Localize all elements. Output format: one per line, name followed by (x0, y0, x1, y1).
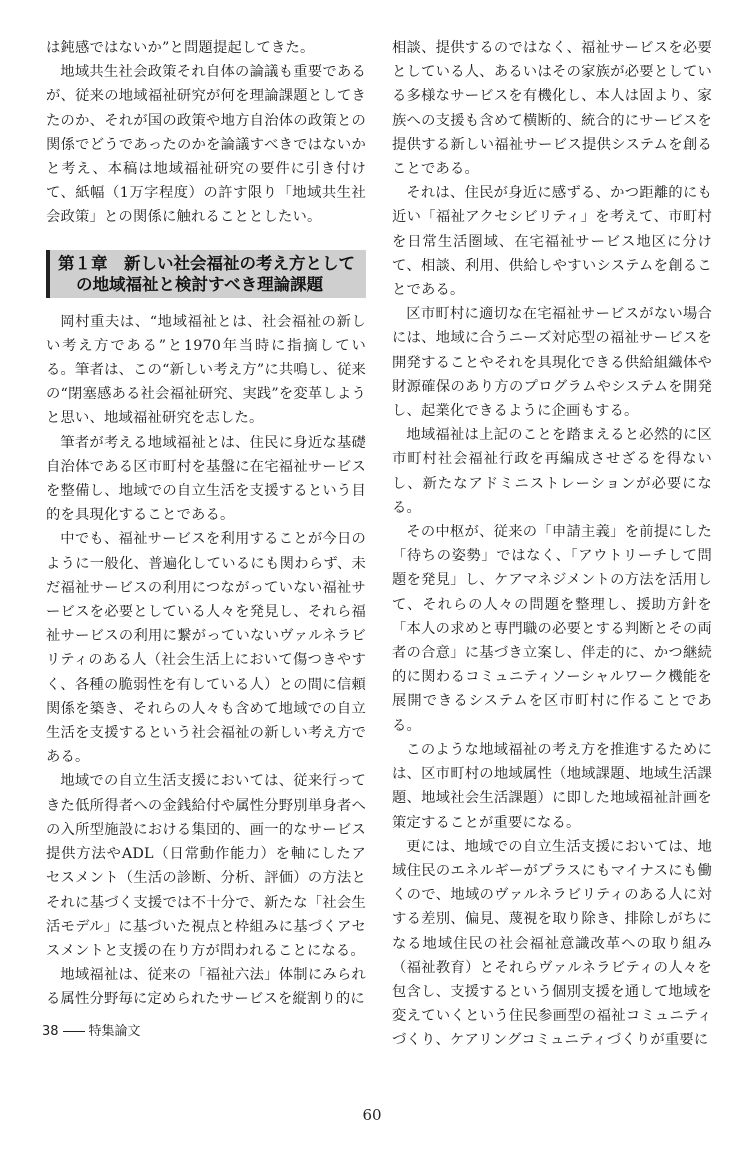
paragraph: 区市町村に適切な在宅福祉サービスがない場合には、地域に合うニーズ対応型の福祉サービスを開発することやそれを具現化できる供給組織体や財源確保のあり方のプログラムやシステムを開発し、起業化できるように企画もする。 (392, 306, 712, 420)
paragraph: 相談、提供するのではなく、福祉サービスを必要としている人、あるいはその家族が必要としている多様なサービスを有機化し、本人は固より、家族への支援も含めて横断的、統合的にサービスを提供する新しい福祉サービス提供システムを創ることである。 (392, 40, 712, 178)
right-paragraphs (392, 36, 712, 1053)
left-paragraphs-before (46, 36, 366, 230)
paragraph: 岡村重夫は、“地域福祉とは、社会福祉の新しい考え方である”と1970年当時に指摘している。筆者は、この“新しい考え方”に共鳴し、従来の“閉塞感ある社会福祉研究、実践”を変革しようと思い、地域福祉研究を志した。 (46, 313, 366, 427)
paragraph: 更には、地域での自立生活支援においては、地域住民のエネルギーがプラスにもマイナスにも働くので、地域のヴァルネラビリティのある人に対する差別、偏見、蔑視を取り除き、排除しがちになる地域住民の社会福祉意識改革への取り組み（福祉教育）とそれらヴァルネラビティの人々を包含し、支援するという個別支援を通して地域を変えていくという住民参画型の福祉コミュニティづくり、ケアリングコミュニティづくりが重要に (392, 838, 712, 1049)
footer-rule (63, 1031, 85, 1032)
chapter-heading-line2: の地域福祉と検討すべき理論課題 (76, 274, 324, 294)
journal-page-label: 38 (42, 1024, 59, 1039)
paragraph: 筆者が考える地域福祉とは、住民に身近な基礎自治体である区市町村を基盤に在宅福祉サービスを整備し、地域での自立生活を支援するという目的を具現化することである。 (46, 434, 366, 524)
chapter-heading-line1: 第１章 新しい社会福祉の考え方として (58, 253, 355, 273)
paragraph: は鈍感ではないか”と問題提起してきた。 (46, 40, 315, 56)
paragraph: 中でも、福祉サービスを利用することが今日のように一般化、普遍化しているにも関わらず、未だ福祉サービスの利用につながっていない福祉サービスを必要としている人々を発見し、それら福祉サービスの利用に繋がっていないヴァルネラビリティのある人（社会生活上において傷つきやすく、各種の脆弱性を有している人）との間に信頼関係を築き、それらの人々も含めて地域での自立生活を支援するという社会福祉の新しい考え方である。 (46, 531, 366, 766)
paragraph: 地域での自立生活支援においては、従来行ってきた低所得者への金銭給付や属性分野別単身者への入所型施設における集団的、画一的なサービス提供方法やADL（日常動作能力）を軸にしたアセスメント（生活の診断、分析、評価）の方法とそれに基づく支援では不十分で、新たな「社会生活モデル」に基づいた視点と枠組みに基づくアセスメントと支援の在り方が問われることになる。 (46, 773, 366, 959)
left-paragraphs-after (46, 310, 366, 1012)
right-column (392, 36, 712, 1053)
paragraph: 地域福祉は上記のことを踏まえると必然的に区市町村社会福祉行政を再編成させざるを得ないし、新たなアドミニストレーションが必要になる。 (392, 427, 712, 516)
left-column (46, 36, 366, 1012)
paragraph: 地域福祉は、従来の「福祉六法」体制にみられる属性分野毎に定められたサービスを縦割り的に (46, 967, 366, 1008)
running-footer (42, 1020, 141, 1039)
paragraph: 地域共生社会政策それ自体の論議も重要であるが、従来の地域福祉研究が何を理論課題としてきたのか、それが国の政策や地方自治体の政策との関係でどうであったのかを論議すべきではないかと考え、本稿は地域福祉研究の要件に引き付けて、紙幅（1万字程度）の許す限り「地域共生社会政策」との関係に触れることとしたい。 (46, 64, 366, 226)
chapter-heading (46, 250, 366, 298)
paragraph: それは、住民が身近に感ずる、かつ距離的にも近い「福祉アクセシビリティ」を考えて、市町村を日常生活圏域、在宅福祉サービス地区に分けて、相談、利用、供給しやすいシステムを創ることである。 (392, 185, 712, 299)
section-label: 特集論文 (88, 1024, 141, 1039)
page-number: 60 (362, 1106, 382, 1124)
paragraph: このような地域福祉の考え方を推進するためには、区市町村の地域属性（地域課題、地域生活課題、地域社会生活課題）に即した地域福祉計画を策定することが重要になる。 (392, 741, 712, 831)
paragraph: その中枢が、従来の「申請主義」を前提にした「待ちの姿勢」ではなく、「アウトリーチして問題を発見」し、ケアマネジメントの方法を活用して、それらの人々の問題を整理し、援助方針を「本人の求めと専門職の必要とする判断とその両者の合意」に基づき立案し、伴走的に、かつ継続的に関わるコミュニティソーシャルワーク機能を展開できるシステムを区市町村に作ることである。 (392, 524, 712, 734)
